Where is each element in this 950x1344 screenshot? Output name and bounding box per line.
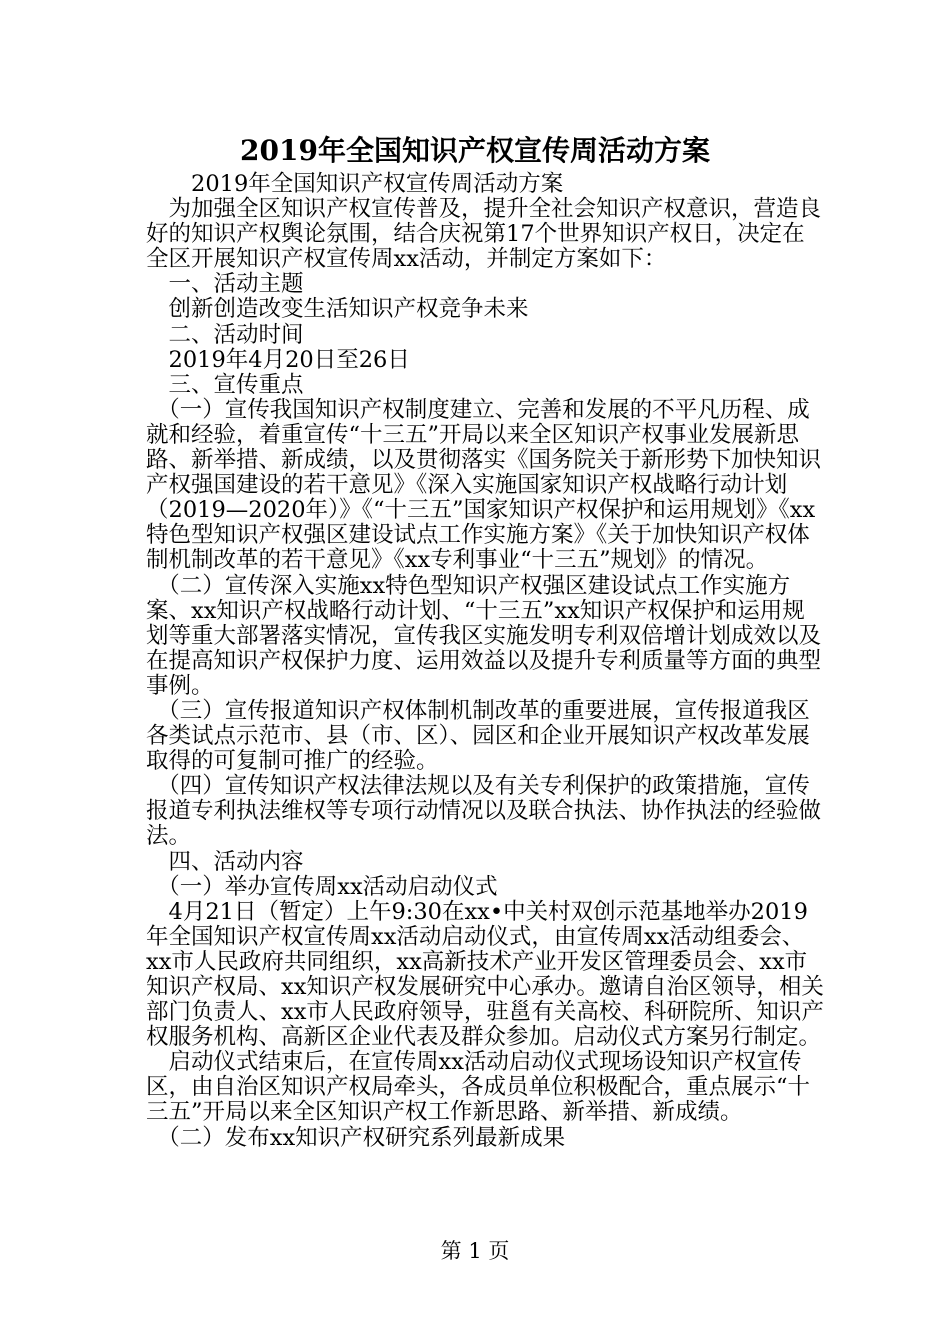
document-title: 2019年全国知识产权宣传周活动方案 (240, 134, 710, 167)
paragraph: （二）宣传深入实施xx特色型知识产权强区建设试点工作实施方案、xx知识产权战略行动计划、“十三五”xx知识产权保护和运用规划等重大部署落实情况，宣传我区实施发明专利双倍增计划成效以及在提高知识产权保护力度、运用效益以及提升专利质量等方面的典型事例。 (146, 572, 822, 699)
section-heading: 二、活动时间 (146, 321, 304, 348)
paragraph: 2019年全国知识产权宣传周活动方案 (146, 171, 564, 197)
section-heading: 四、活动内容 (146, 848, 304, 875)
subsection-heading: （一）举办宣传周xx活动启动仪式 (146, 873, 498, 900)
section-heading: 三、宣传重点 (146, 371, 304, 398)
page-footer: 第 1 页 (440, 1239, 510, 1263)
paragraph: 4月21日（暂定）上午9:30在xx•中关村双创示范基地举办2019年全国知识产权宣传周xx活动启动仪式，由宣传周xx活动组委会、xx市人民政府共同组织，xx高新技术产业开发区管理委员会、xx市知识产权局、xx知识产权发展研究中心承办。邀请自治区领导，相关部门负责人、xx市人民政府领导，驻邕有关高校、科研院所、知识产权服务机构、高新区企业代表及群众参加。启动仪式方案另行制定。 (146, 898, 824, 1051)
section-heading: 一、活动主题 (146, 271, 304, 298)
document-body (146, 172, 826, 1151)
paragraph: （三）宣传报道知识产权体制机制改革的重要进展，宣传报道我区各类试点示范市、县（市、区）、园区和企业开展知识产权改革发展取得的可复制可推广的经验。 (146, 697, 810, 775)
paragraph: （一）宣传我国知识产权制度建立、完善和发展的不平凡历程、成就和经验，着重宣传“十三五”开局以来全区知识产权事业发展新思路、新举措、新成绩，以及贯彻落实《国务院关于新形势下加快知识产权强国建设的若干意见》《深入实施国家知识产权战略行动计划（2019—2020年）》《“十三五”国家知识产权保护和运用规划》《xx特色型知识产权强区建设试点工作实施方案》《关于加快知识产权体制机制改革的若干意见》《xx专利事业“十三五”规划》的情况。 (146, 396, 822, 574)
paragraph: （四）宣传知识产权法律法规以及有关专利保护的政策措施，宣传报道专利执法维权等专项行动情况以及联合执法、协作执法的经验做法。 (146, 773, 822, 850)
subsection-heading: （二）发布xx知识产权研究系列最新成果 (146, 1124, 566, 1151)
paragraph: 2019年4月20日至26日 (146, 346, 410, 373)
paragraph: 创新创造改变生活知识产权竞争未来 (146, 296, 529, 323)
paragraph: 启动仪式结束后，在宣传周xx活动启动仪式现场设知识产权宣传区，由自治区知识产权局牵头，各成员单位积极配合，重点展示“十三五”开局以来全区知识产权工作新思路、新举措、新成绩。 (146, 1049, 811, 1126)
paragraph: 为加强全区知识产权宣传普及，提升全社会知识产权意识，营造良好的知识产权舆论氛围，结合庆祝第17个世界知识产权日，决定在全区开展知识产权宣传周xx活动，并制定方案如下： (146, 196, 822, 273)
